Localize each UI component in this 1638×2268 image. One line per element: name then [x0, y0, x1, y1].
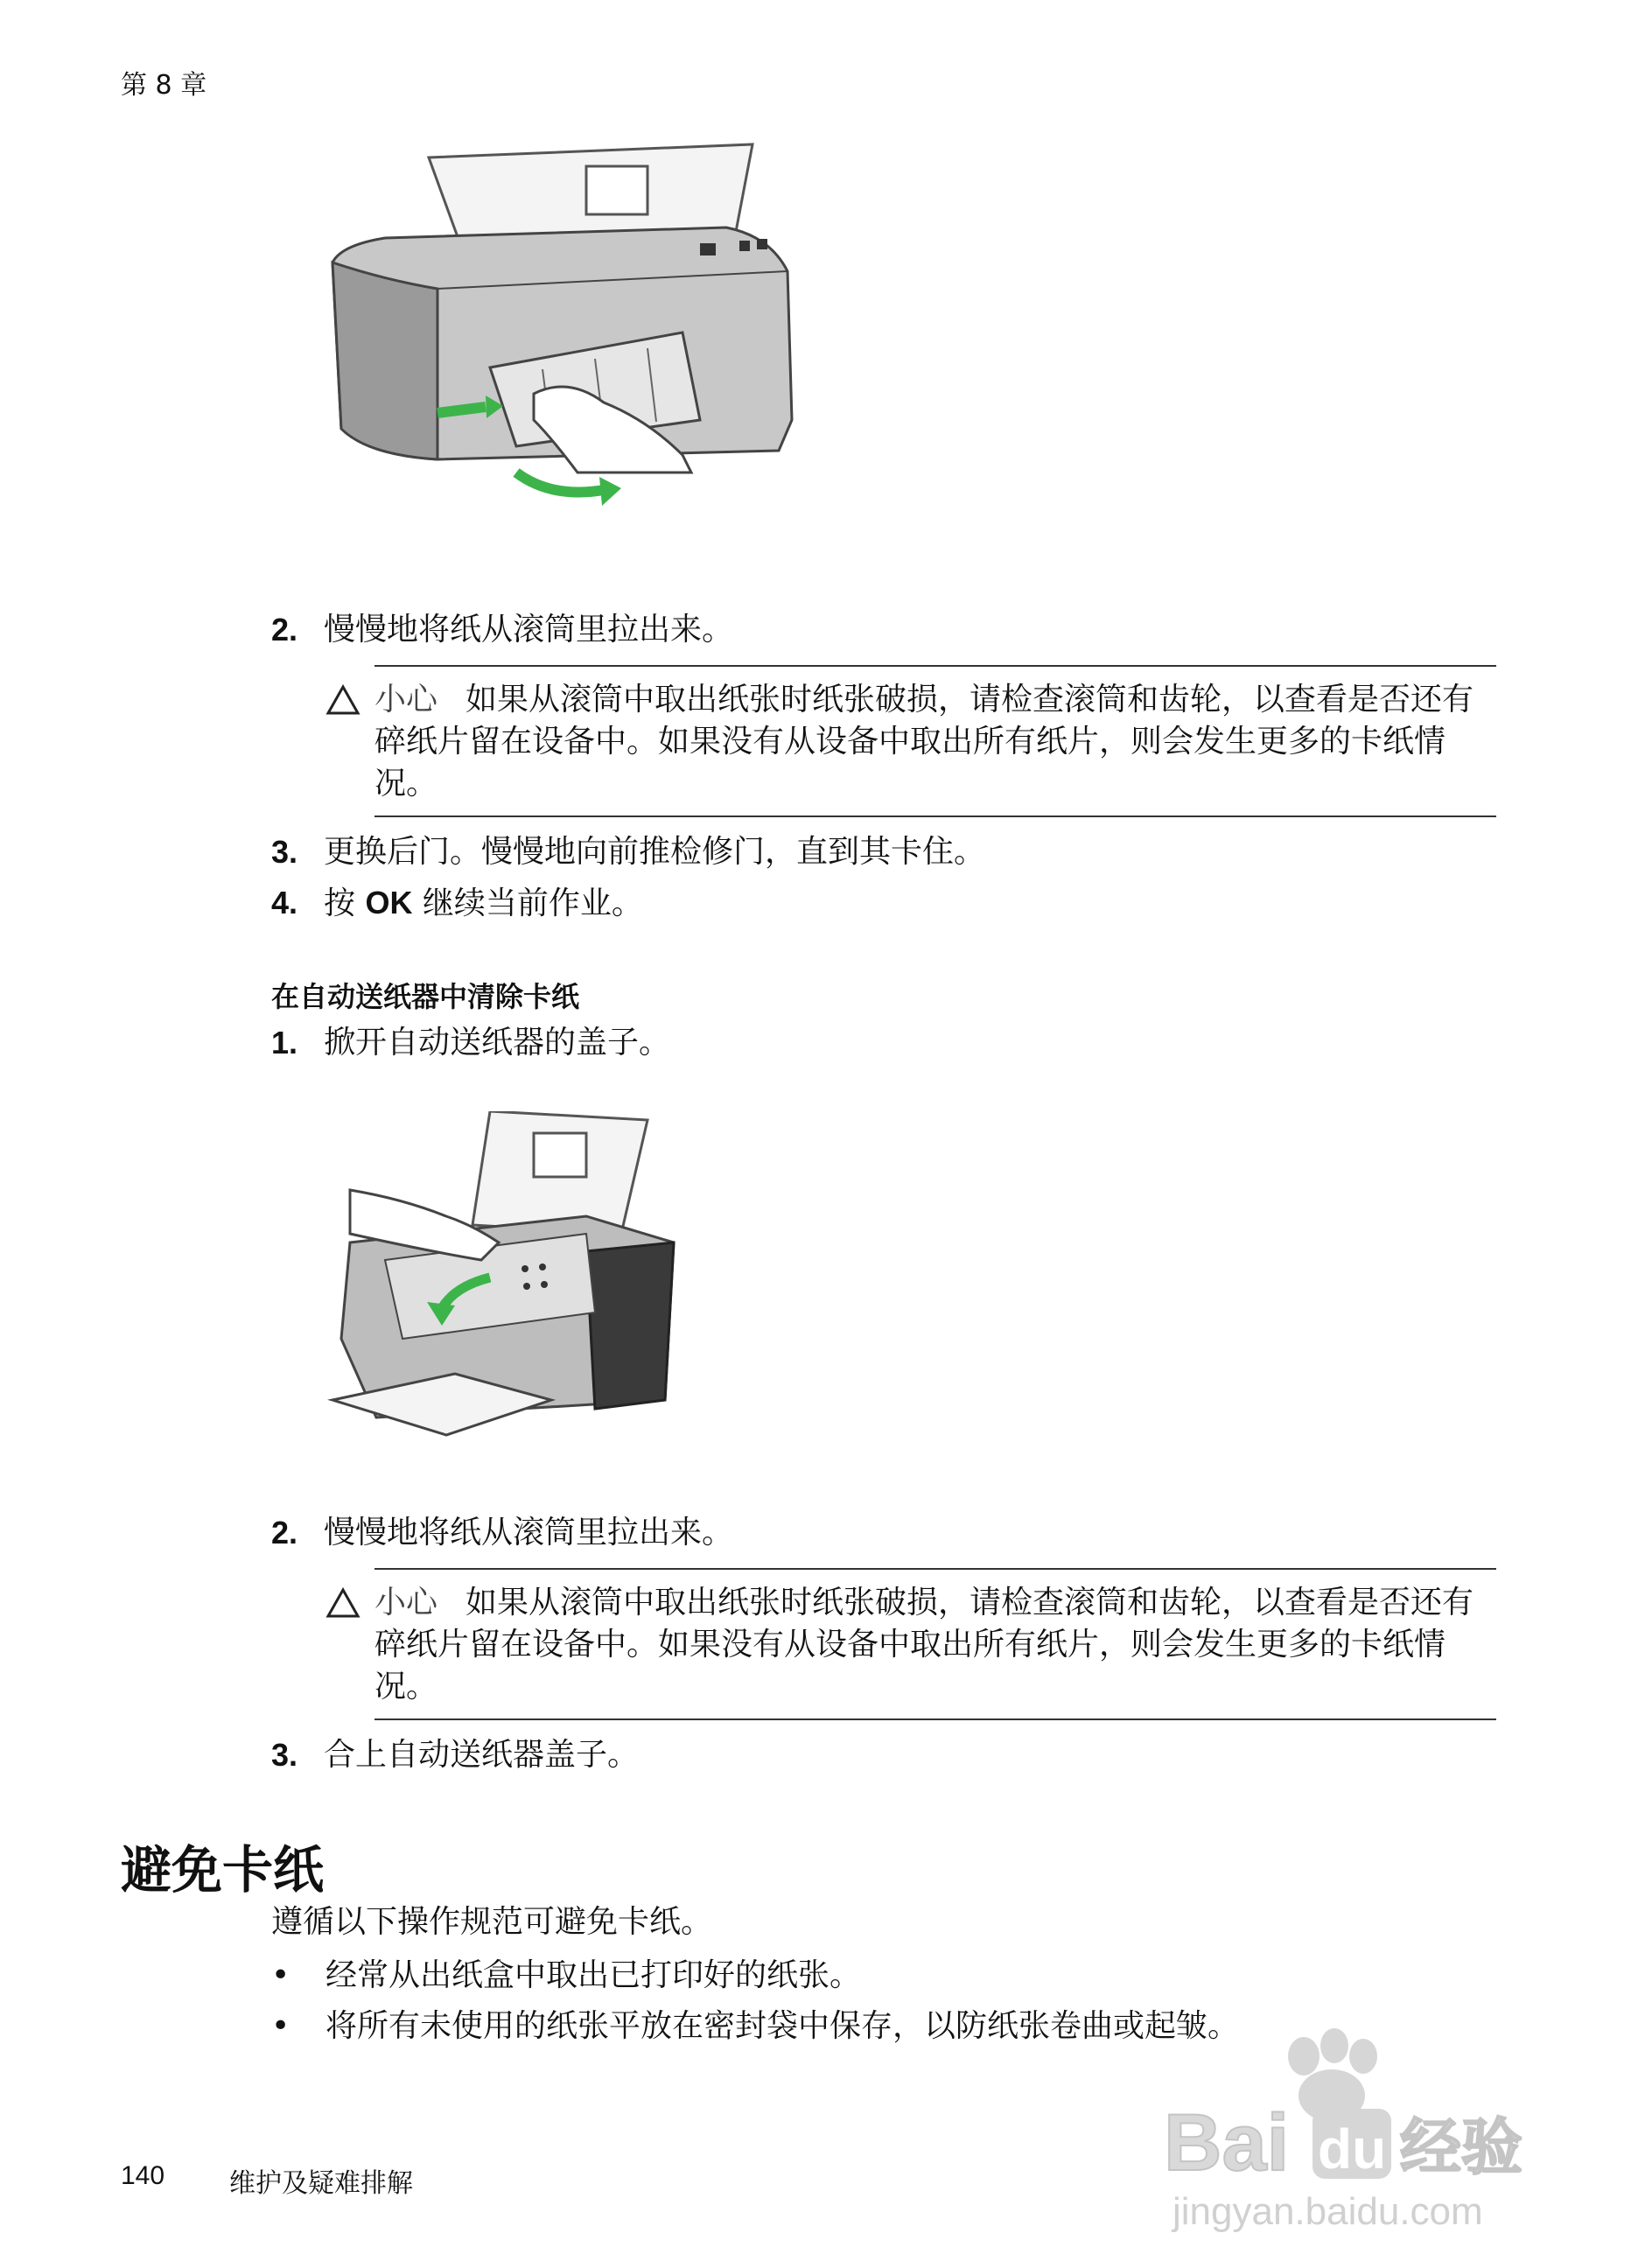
subsection-heading: 在自动送纸器中清除卡纸 — [271, 980, 580, 1013]
caution-label: 小心 — [374, 1585, 438, 1620]
bullet-dot: • — [271, 2008, 290, 2044]
step-number: 2. — [271, 612, 298, 648]
caution-box — [374, 1568, 1496, 1720]
baidu-jingyan-watermark-logo — [1138, 2021, 1549, 2240]
section-title: 避免卡纸 — [121, 1840, 325, 1900]
step-text: 合上自动送纸器盖子。 — [324, 1737, 640, 1773]
step-text-pre: 按 — [324, 886, 366, 921]
ok-key-label: OK — [365, 885, 413, 920]
step-number: 2. — [271, 1515, 298, 1550]
svg-text:Bai: Bai — [1164, 2098, 1290, 2188]
svg-text:jingyan.baidu.com: jingyan.baidu.com — [1172, 2190, 1483, 2233]
section-intro: 遵循以下操作规范可避免卡纸。 — [271, 1904, 713, 1940]
step-text: 慢慢地将纸从滚筒里拉出来。 — [324, 612, 734, 648]
bullet-dot: • — [271, 1957, 290, 1993]
caution-text: 如果从滚筒中取出纸张时纸张破损，请检查滚筒和齿轮，以查看是否还有碎纸片留在设备中。如果没有从设备中取出所有纸片，则会发生更多的卡纸情况。 — [374, 1585, 1474, 1704]
caution-triangle-icon — [326, 684, 360, 716]
bullet-text: 将所有未使用的纸张平放在密封袋中保存，以防纸张卷曲或起皱。 — [326, 2008, 1240, 2044]
page-number: 140 — [121, 2161, 165, 2190]
svg-text:经验: 经验 — [1400, 2111, 1522, 2183]
chapter-label: 第 8 章 — [121, 70, 207, 101]
adf-cover-illustration — [324, 1111, 691, 1461]
bullet-text: 经常从出纸盒中取出已打印好的纸张。 — [326, 1957, 862, 1993]
step-text: 更换后门。慢慢地向前推检修门，直到其卡住。 — [324, 834, 986, 870]
caution-triangle-icon — [326, 1587, 360, 1619]
caution-text-block — [374, 1570, 1496, 1718]
caution-text-block — [374, 667, 1496, 816]
step-number: 3. — [271, 834, 298, 870]
step-text: 掀开自动送纸器的盖子。 — [324, 1025, 671, 1060]
step-number: 4. — [271, 885, 298, 920]
caution-box — [374, 665, 1496, 817]
step-number: 3. — [271, 1737, 298, 1773]
footer-title: 维护及疑难排解 — [229, 2168, 413, 2199]
step-text: 慢慢地将纸从滚筒里拉出来。 — [324, 1515, 734, 1550]
caution-label: 小心 — [374, 682, 438, 718]
step-number: 1. — [271, 1025, 298, 1060]
svg-text:du: du — [1318, 2118, 1387, 2180]
step-text-post: 继续当前作业。 — [412, 886, 643, 921]
caution-text: 如果从滚筒中取出纸张时纸张破损，请检查滚筒和齿轮，以查看是否还有碎纸片留在设备中。如果没有从设备中取出所有纸片，则会发生更多的卡纸情况。 — [374, 682, 1474, 802]
step-text — [324, 882, 643, 925]
printer-rear-door-illustration — [315, 140, 805, 534]
